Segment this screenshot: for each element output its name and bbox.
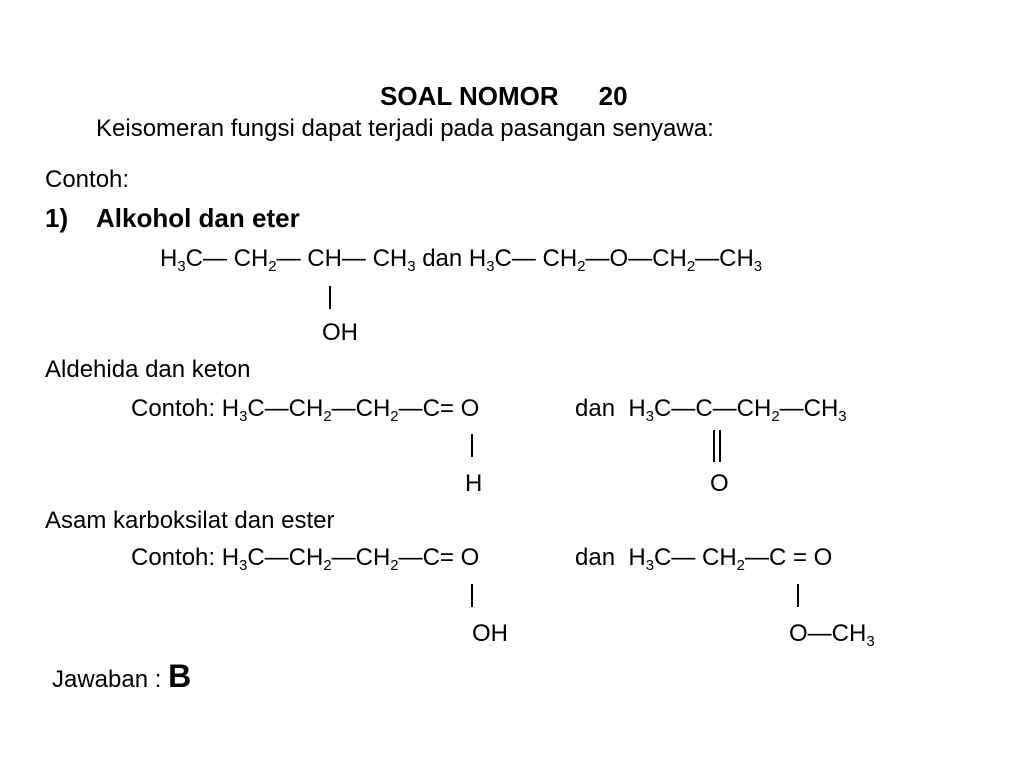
section3-heading: Asam karboksilat dan ester [45, 507, 335, 534]
alcohol-branch-oh: OH [322, 319, 358, 346]
acid-branch-oh: OH [472, 620, 508, 647]
aldehyde-formula: Contoh: $H_3C—CH_2—CH_2—C= O$ [131, 395, 480, 426]
acid-bond-line [471, 584, 473, 607]
title-number: 20 [598, 81, 628, 111]
title-label: SOAL NOMOR [380, 81, 559, 111]
section1-number: 1) [45, 203, 69, 233]
ketone-double-bond-left [713, 430, 715, 462]
carboxylic-acid-formula: Contoh: $H_3C—CH_2—CH_2—C= O$ [131, 544, 480, 575]
section1-heading: Alkohol dan eter [96, 203, 300, 233]
alcohol-bond-line [329, 286, 331, 309]
alcohol-ether-formula: $H_3C—$ $CH_2—$ CH— $CH_3$ dan $H_3C—$ $CH_2—O—CH_2—CH_3$ [160, 245, 763, 276]
aldehyde-branch-h: H [465, 470, 483, 497]
slide-title [380, 83, 628, 109]
ester-bond-line [797, 584, 799, 607]
ester-branch-och3: $O—CH_3$ [789, 620, 875, 651]
aldehyde-bond-line [471, 434, 473, 457]
ester-formula: dan $H_3C—$ $CH_2—C = O$ [575, 544, 833, 575]
ketone-double-bond-right [719, 430, 721, 462]
intro-text: Keisomeran fungsi dapat terjadi pada pasangan senyawa: [96, 115, 714, 142]
answer-label: Jawaban : [52, 666, 169, 693]
ketone-branch-o: O [710, 470, 729, 497]
section2-heading: Aldehida dan keton [45, 356, 251, 383]
ketone-formula: dan $H_3C—C—CH_2—CH_3$ [575, 395, 847, 426]
answer-value: B [168, 658, 192, 694]
answer-line [52, 660, 191, 692]
contoh-label: Contoh: [45, 166, 130, 193]
